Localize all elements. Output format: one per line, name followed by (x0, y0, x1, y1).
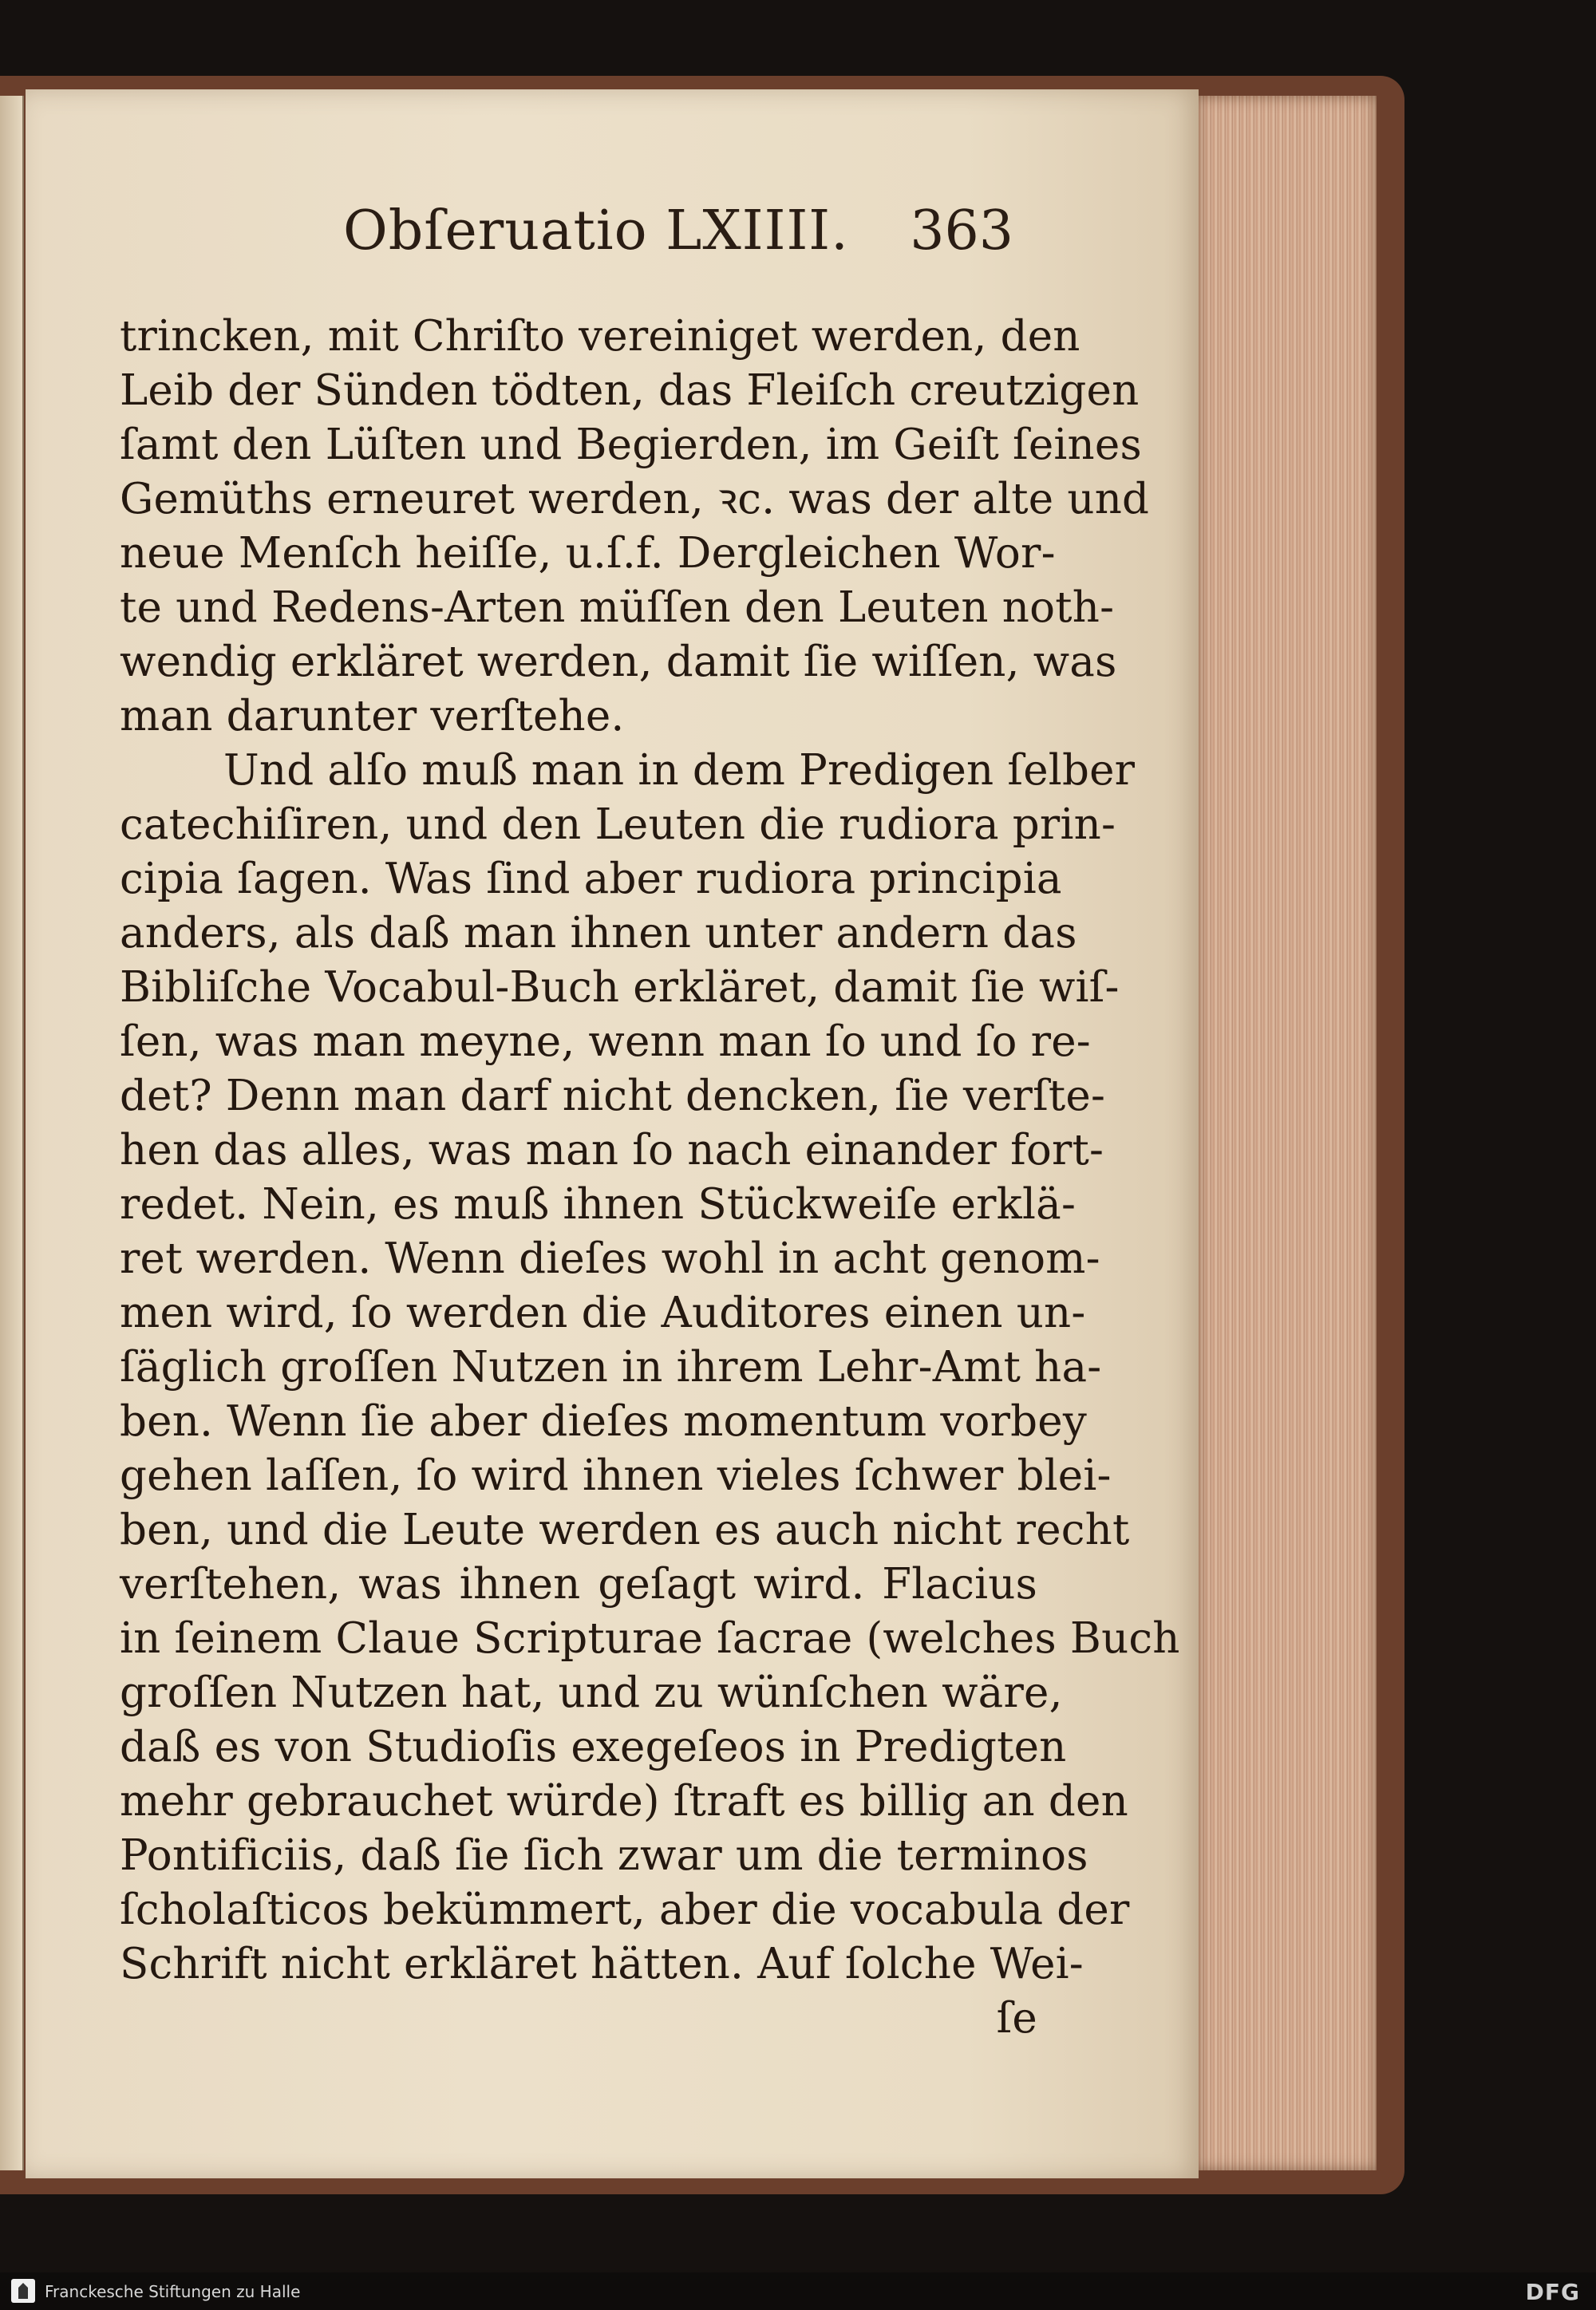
text-line: te und Redens-Arten müſſen den Leuten noth- (120, 583, 1115, 632)
text-line: anders, als daß man ihnen unter andern das (120, 909, 1077, 958)
text-line: gehen laſſen, ſo wird ihnen vieles ſchwer blei- (120, 1451, 1112, 1500)
text-line: Bibliſche Vocabul-Buch erkläret, damit ſie wiſ- (120, 963, 1120, 1012)
text-line: Leib der Sünden tödten, das Fleiſch creutzigen (120, 366, 1140, 415)
text-line: neue Menſch heiſſe, u.ſ.f. Dergleichen Wor- (120, 529, 1056, 578)
running-title: Obſeruatio LXIIII. (343, 199, 849, 263)
text-line: Und alſo muß man in dem Predigen ſelber (223, 746, 1136, 795)
left-page-edge (0, 96, 24, 2170)
text-line: trincken, mit Chriſto vereiniget werden, den (120, 312, 1080, 361)
text-line: catechiſiren, und den Leuten die rudiora prin- (120, 800, 1116, 849)
text-line: ben. Wenn ſie aber dieſes momentum vorbey (120, 1397, 1087, 1446)
viewer-footer (0, 2272, 1596, 2310)
text-line: man darunter verſtehe. (120, 692, 625, 740)
text-line: redet. Nein, es muß ihnen Stückweiſe erklä- (120, 1180, 1077, 1229)
text-line: in ſeinem Claue Scripturae ſacrae (welches Buch (120, 1614, 1180, 1663)
text-line: cipia ſagen. Was ſind aber rudiora principia (120, 855, 1062, 903)
text-line: ſäglich groſſen Nutzen in ihrem Lehr-Amt ha- (120, 1343, 1102, 1392)
text-line: ſen, was man meyne, wenn man ſo und ſo re- (120, 1017, 1091, 1066)
text-line: det? Denn man darf nicht dencken, ſie verſte- (120, 1072, 1106, 1120)
text-line: ſcholaſticos bekümmert, aber die vocabula der (120, 1886, 1130, 1934)
page-number: 363 (910, 199, 1013, 263)
text-line: wendig erkläret werden, damit ſie wiſſen, was (120, 638, 1117, 686)
page-block-edges (1197, 96, 1377, 2170)
text-line: Schrift nicht erkläret hätten. Auf ſolche Wei- (120, 1940, 1084, 1988)
text-line: Gemüths erneuret werden, ꝛc. was der alte und (120, 475, 1150, 523)
text-line: verſtehen, was ihnen geſagt wird. Flacius (120, 1560, 1037, 1609)
text-line: Pontificiis, daß ſie ſich zwar um die terminos (120, 1831, 1088, 1880)
institution-logo-icon[interactable] (11, 2279, 35, 2303)
text-line: men wird, ſo werden die Auditores einen un- (120, 1289, 1086, 1337)
text-line: hen das alles, was man ſo nach einander fort- (120, 1126, 1104, 1175)
text-line: mehr gebrauchet würde) ſtraft es billig an den (120, 1777, 1128, 1826)
text-line: ſamt den Lüſten und Begierden, im Geiſt ſeines (120, 421, 1142, 469)
page-text (120, 310, 1180, 2046)
organization-name[interactable]: Franckesche Stiftungen zu Halle (45, 2282, 301, 2301)
catchword: ſe (996, 1994, 1037, 2043)
running-header (343, 199, 1013, 271)
text-line: ben, und die Leute werden es auch nicht recht (120, 1506, 1130, 1554)
text-line: groſſen Nutzen hat, und zu wünſchen wäre, (120, 1668, 1063, 1717)
dfg-logo[interactable]: DFG (1525, 2279, 1580, 2305)
text-line: ret werden. Wenn dieſes wohl in acht genom- (120, 1234, 1100, 1283)
text-line: daß es von Studioſis exegeſeos in Predigten (120, 1723, 1067, 1771)
